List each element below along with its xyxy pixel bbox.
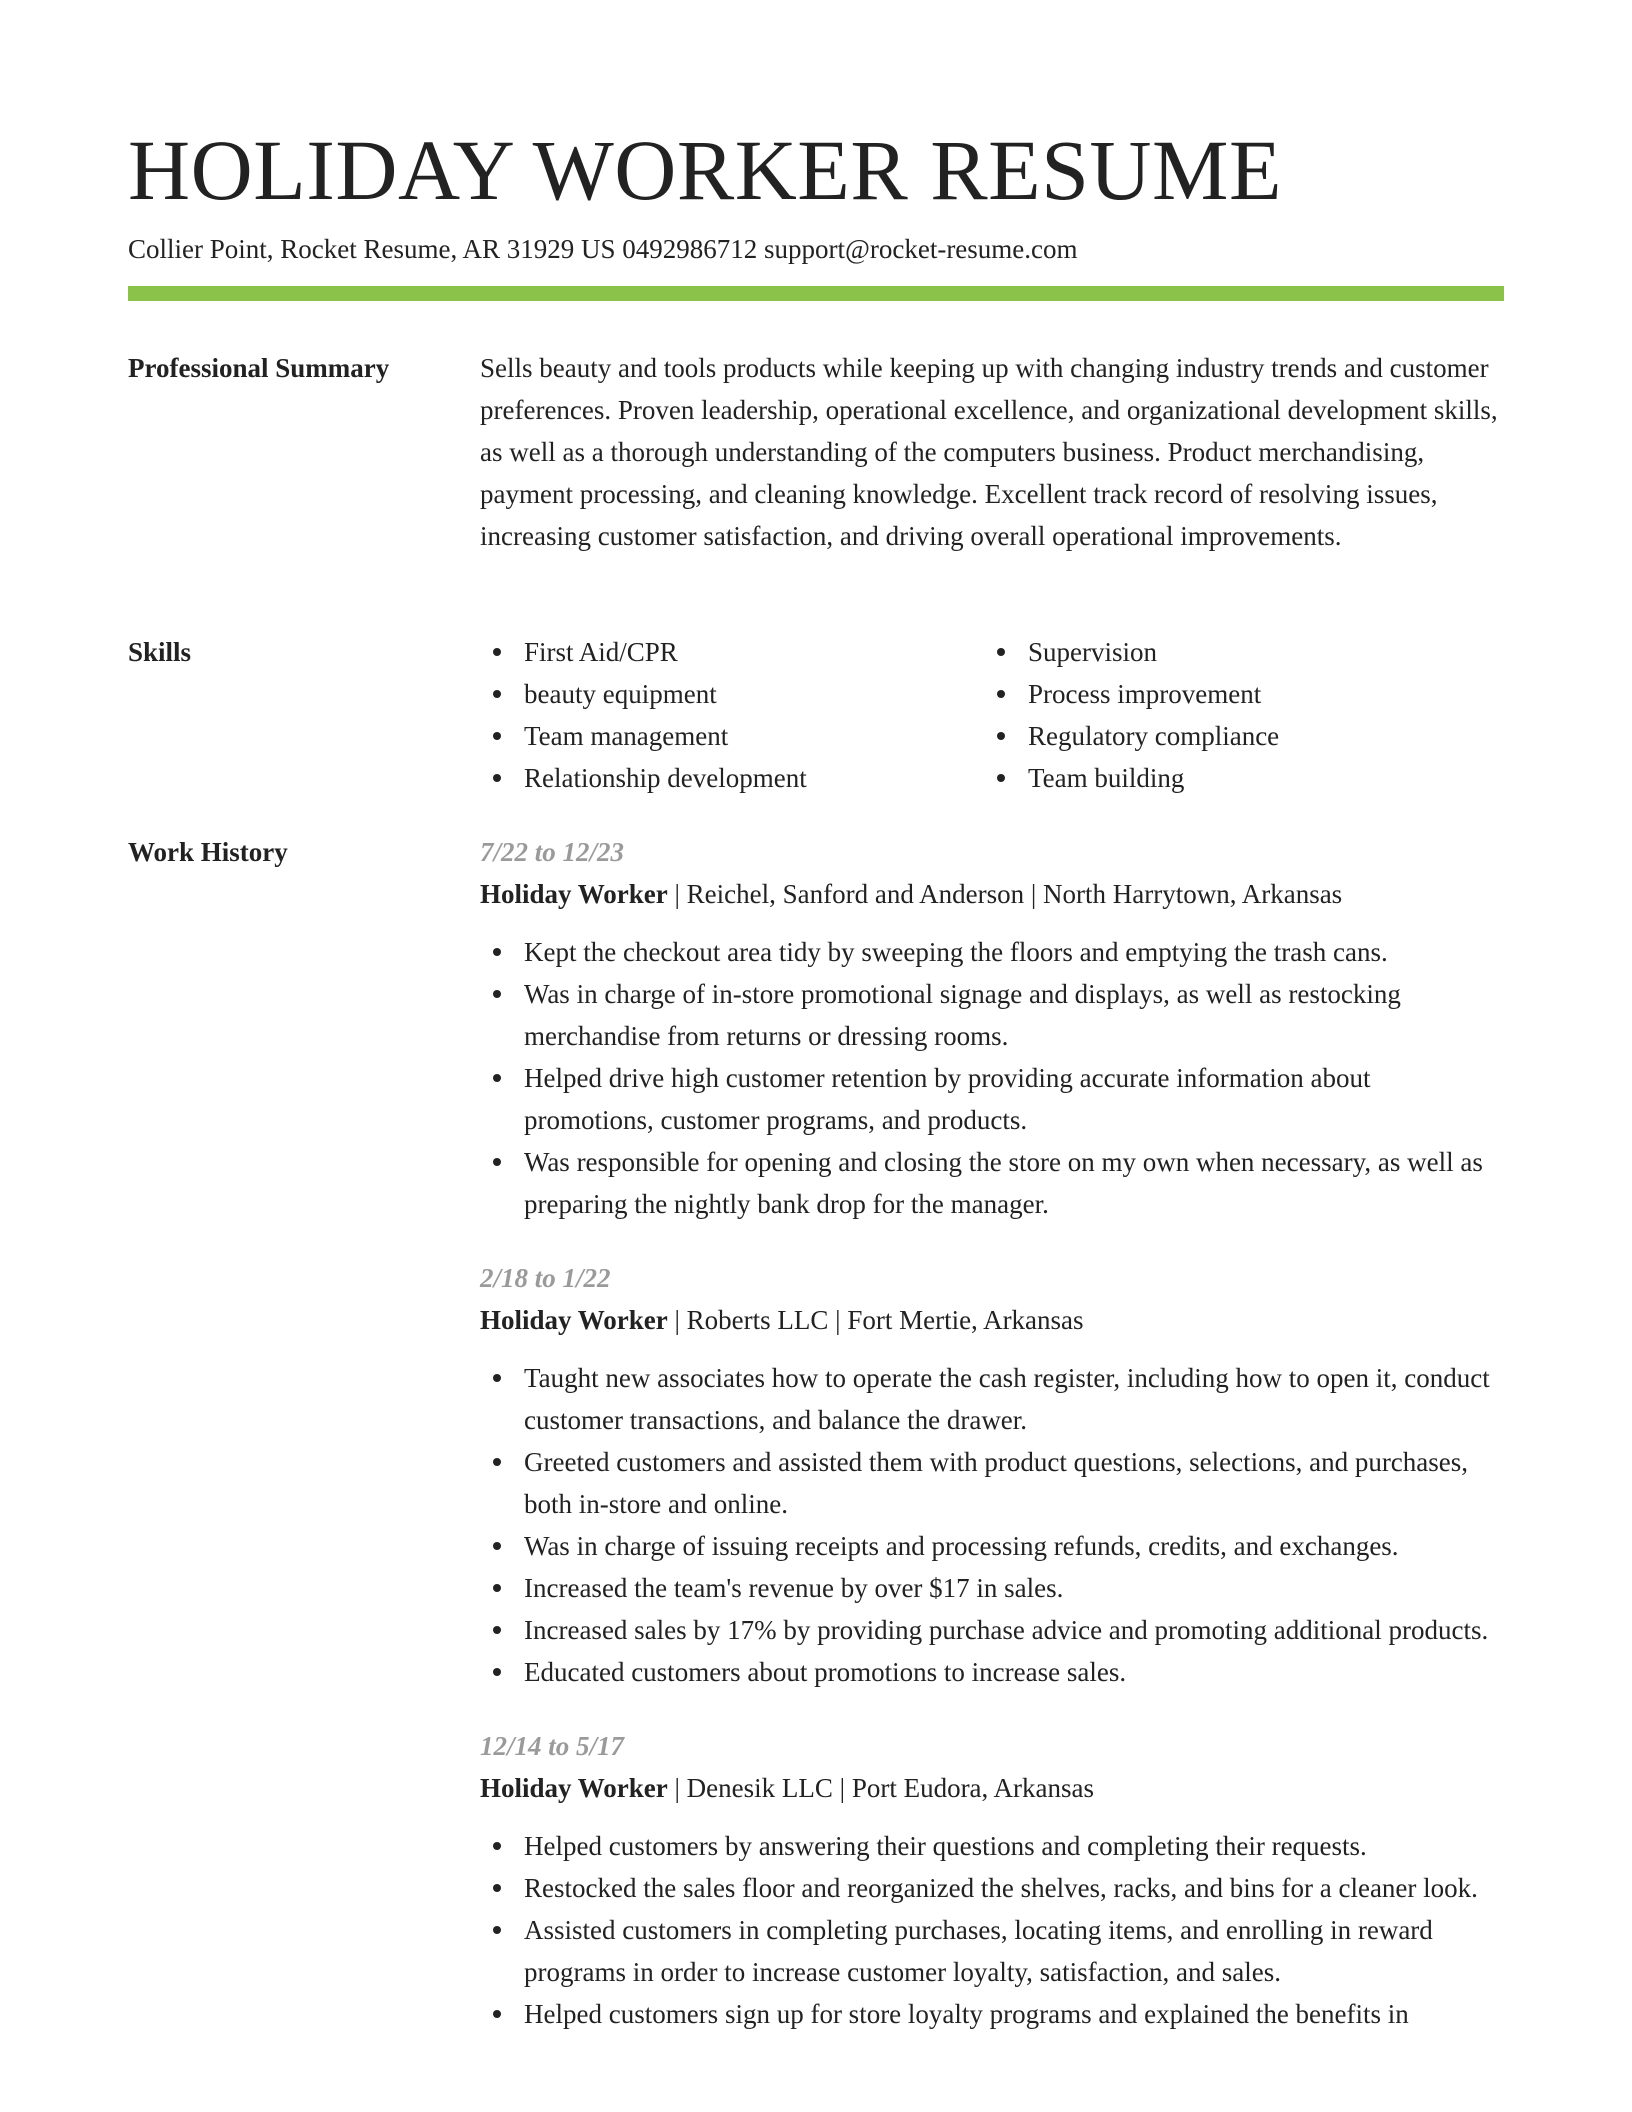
- skill-item: Team management: [480, 715, 984, 757]
- job-separator: |: [1024, 879, 1043, 909]
- resume-title: HOLIDAY WORKER RESUME: [128, 122, 1283, 218]
- job-bullet: Kept the checkout area tidy by sweeping the floors and emptying the trash cans.: [480, 931, 1504, 973]
- job-bullet: Helped drive high customer retention by providing accurate information about promotions, customer programs, and products.: [480, 1057, 1504, 1141]
- job-company: Roberts LLC: [686, 1305, 829, 1335]
- skills-grid: [480, 631, 1504, 799]
- contact-line: Collier Point, Rocket Resume, AR 31929 US 0492986712 support@rocket-resume.com: [128, 234, 1078, 264]
- job-bullet: Was in charge of issuing receipts and processing refunds, credits, and exchanges.: [480, 1525, 1504, 1567]
- job-dates: 7/22 to 12/23: [480, 837, 625, 867]
- job-heading: [480, 873, 1504, 915]
- job-entry: [480, 1725, 1504, 2035]
- job-title: Holiday Worker: [480, 1305, 668, 1335]
- work-history-body: [480, 831, 1504, 2067]
- summary-text: Sells beauty and tools products while keeping up with changing industry trends and customer preferences. Proven leadership, operational excellence, and organizational development skills, as well as a thorough understanding of the computers business. Product merchandising, payment processing, and cleaning knowledge. Excellent track record of resolving issues, increasing customer satisfaction, and driving overall operational improvements.: [480, 353, 1498, 551]
- skill-item: Relationship development: [480, 757, 984, 799]
- section-label-professional-summary: Professional Summary: [128, 353, 390, 383]
- job-location: Fort Mertie, Arkansas: [847, 1305, 1084, 1335]
- job-bullet: Educated customers about promotions to increase sales.: [480, 1651, 1504, 1693]
- skills-body: [480, 631, 1504, 799]
- job-separator: |: [667, 1305, 687, 1335]
- skills-column-left: [480, 631, 984, 799]
- job-bullet: Greeted customers and assisted them with product questions, selections, and purchases, both in-store and online.: [480, 1441, 1504, 1525]
- job-bullets: [480, 1357, 1504, 1693]
- job-entry: [480, 831, 1504, 1225]
- skills-column-right: [984, 631, 1488, 799]
- job-separator: |: [828, 1305, 848, 1335]
- job-separator: |: [667, 879, 687, 909]
- job-bullet: Was in charge of in-store promotional signage and displays, as well as restocking merchandise from returns or dressing rooms.: [480, 973, 1504, 1057]
- accent-divider: [128, 286, 1504, 301]
- job-bullet: Increased the team's revenue by over $17 in sales.: [480, 1567, 1504, 1609]
- skill-item: beauty equipment: [480, 673, 984, 715]
- job-dates: 12/14 to 5/17: [480, 1731, 625, 1761]
- job-heading: [480, 1299, 1504, 1341]
- summary-body: [480, 347, 1504, 557]
- job-bullet: Helped customers by answering their questions and completing their requests.: [480, 1825, 1504, 1867]
- job-bullet: Was responsible for opening and closing the store on my own when necessary, as well as preparing the nightly bank drop for the manager.: [480, 1141, 1504, 1225]
- job-bullet: Assisted customers in completing purchases, locating items, and enrolling in reward programs in order to increase customer loyalty, satisfaction, and sales.: [480, 1909, 1504, 1993]
- job-title: Holiday Worker: [480, 879, 668, 909]
- skill-item: Regulatory compliance: [984, 715, 1488, 757]
- section-label-work-history: Work History: [128, 837, 288, 867]
- job-heading: [480, 1767, 1504, 1809]
- job-location: Port Eudora, Arkansas: [851, 1773, 1095, 1803]
- job-location: North Harrytown, Arkansas: [1043, 879, 1343, 909]
- job-separator: |: [832, 1773, 852, 1803]
- job-company: Reichel, Sanford and Anderson: [686, 879, 1025, 909]
- job-bullet: Increased sales by 17% by providing purchase advice and promoting additional products.: [480, 1609, 1504, 1651]
- skill-item: Supervision: [984, 631, 1488, 673]
- skill-item: First Aid/CPR: [480, 631, 984, 673]
- job-separator: |: [667, 1773, 687, 1803]
- section-label-skills: Skills: [128, 637, 192, 667]
- job-bullets: [480, 1825, 1504, 2035]
- job-company: Denesik LLC: [686, 1773, 833, 1803]
- skill-item: Process improvement: [984, 673, 1488, 715]
- job-dates: 2/18 to 1/22: [480, 1263, 611, 1293]
- job-bullet: Helped customers sign up for store loyalty programs and explained the benefits in: [480, 1993, 1504, 2035]
- skill-item: Team building: [984, 757, 1488, 799]
- job-bullets: [480, 931, 1504, 1225]
- job-entry: [480, 1257, 1504, 1693]
- job-bullet: Restocked the sales floor and reorganized the shelves, racks, and bins for a cleaner look.: [480, 1867, 1504, 1909]
- job-title: Holiday Worker: [480, 1773, 668, 1803]
- job-bullet: Taught new associates how to operate the cash register, including how to open it, conduct customer transactions, and balance the drawer.: [480, 1357, 1504, 1441]
